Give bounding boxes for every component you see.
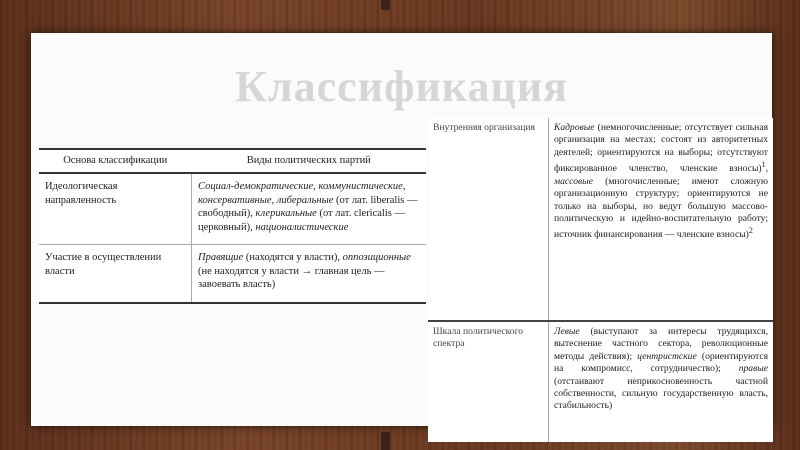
types-italic: Левые bbox=[554, 326, 580, 337]
slide-top-tab bbox=[381, 0, 390, 10]
basis-cell: Идеологическая направленность bbox=[39, 173, 192, 245]
types-italic: центристские bbox=[637, 350, 697, 362]
slide bbox=[31, 33, 772, 426]
types-italic: оппозиционные bbox=[342, 252, 411, 263]
footnote-mark: 1 bbox=[761, 160, 766, 170]
classification-table-right bbox=[428, 118, 773, 442]
table-row bbox=[39, 173, 426, 245]
types-text: (не находятся у власти → главная цель — завоевать власть) bbox=[198, 265, 385, 290]
table-header-row bbox=[39, 149, 426, 173]
types-italic: массовые bbox=[554, 175, 593, 187]
types-text: (от лат. liberalis — свободный), bbox=[198, 194, 418, 219]
types-cell bbox=[192, 173, 427, 245]
types-cell bbox=[192, 245, 427, 303]
types-text: (многочисленные; имеют сложную организационную структуру; ориентируются не только на выборы, но ведут большую массово-политическую и идейно-воспитательную работу; источник финансирования — членские взносы) bbox=[554, 175, 768, 241]
types-text: (отстаивают неприкосновенность частной собственности, сильную государственную власть, стабильность) bbox=[554, 375, 768, 412]
basis-cell: Внутренняя организация bbox=[428, 118, 549, 321]
types-text: (немногочисленные; отсутствует сильная организация на местах; состоят из авторитетных деятелей; ориентируются на выборы; отсутствуют фиксированное членство, членские взносы) bbox=[554, 122, 768, 175]
header-basis: Основа классификации bbox=[39, 149, 192, 173]
types-italic: националистические bbox=[255, 221, 349, 233]
types-italic: правые bbox=[738, 363, 768, 375]
types-italic: Социал-демократические, коммунистические, консервативные, либеральные bbox=[198, 181, 406, 206]
table-row bbox=[428, 321, 773, 442]
types-text: (находятся у власти), bbox=[243, 252, 343, 263]
footnote-mark: 2 bbox=[748, 226, 753, 236]
types-cell bbox=[549, 118, 774, 321]
table-row bbox=[428, 118, 773, 321]
basis-cell: Участие в осуществлении власти bbox=[39, 245, 192, 303]
slide-bottom-tab bbox=[381, 432, 390, 450]
types-cell bbox=[549, 321, 774, 442]
table-row bbox=[39, 245, 426, 303]
classification-table-left bbox=[39, 148, 426, 304]
types-text: (выступают за интересы трудящихся, вытеснение частного сектора, революционные методы действия); bbox=[554, 326, 768, 362]
types-italic: клерикальные bbox=[255, 208, 317, 219]
types-text: (от лат. clericalis — церковный), bbox=[198, 208, 405, 233]
basis-cell: Шкала политического спектра bbox=[428, 321, 549, 442]
slide-title: Классификация bbox=[235, 62, 568, 111]
header-types: Виды политических партий bbox=[192, 149, 427, 173]
types-text: , bbox=[765, 163, 768, 175]
types-italic: Правящие bbox=[198, 252, 244, 263]
types-text: (ориентируются на компромисс, сотрудничество); bbox=[554, 350, 769, 375]
types-italic: Кадровые bbox=[554, 122, 595, 133]
